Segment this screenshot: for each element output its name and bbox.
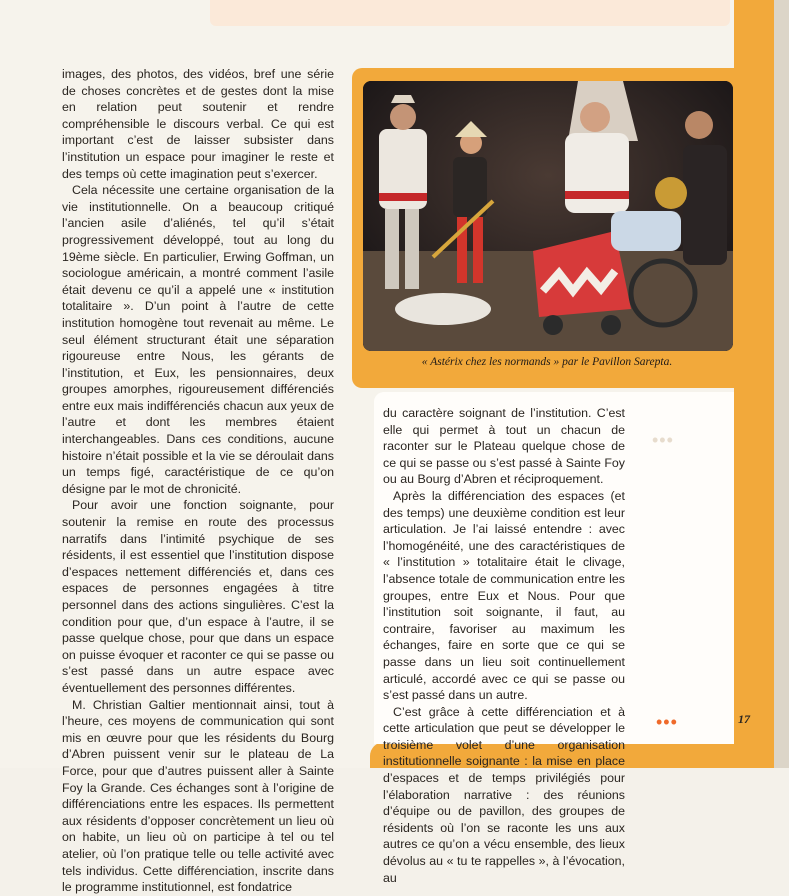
left-column-text — [62, 66, 334, 896]
orange-side-bar — [734, 0, 774, 768]
paragraph: du caractère soignant de l’institution. C’est elle qui permet à tout un chacun de raconter sur le Plateau quelque chose de ce qui se passe ou s’est passé à Sainte Foy ou au Bourg d’Abren et réciproquement. — [383, 406, 625, 487]
paragraph: Pour avoir une fonction soignante, pour soutenir la remise en route des processus narratifs dans l’intimité psychique de ses résidents, il est essentiel que l’institution dispose d’espaces nettement différenciés et, dans ces espaces de personnes engagées à titre personnel dans des actions singulières. C’est la condition pour que, d’un espace à l’autre, il se passe quelque chose, pour que dans un espace on puisse évoquer et raconter ce qui se passe ou s’est passé dans un autre espace avec éventuellement des personnes différentes. — [62, 498, 334, 695]
page-number: 17 — [738, 712, 750, 726]
photo-caption: « Astérix chez les normands » par le Pavillon Sarepta. — [421, 356, 673, 368]
paragraph: Cela nécessite une certaine organisation de la vie institutionnelle. On a beaucoup critiqué l’ancien asile d’aliénés, tel qu’il s’était progressivement développé, tout au long du 19ème siècle. En particulier, Erwing Goffman, un sociologue américain, a montré comment l’asile était devenu ce qu’il a appelé une « institution totalitaire ». D’un point à l’autre de cette institution homogène tout revenait au même. Le seul élément structurant était une séparation rigoureuse entre Nous, les gérants de l’institution, et Eux, les pensionnaires, deux groupes amorphes, rigoureusement différenciés entre eux mais indifférenciés chacun aux yeux de l’autre et dont les membres étaient interchangeables. Dans ces conditions, aucune histoire n’était possible et la vie se déroulait dans un temps figé, caractéristique de ce qu’on désigne par le mot de chronicité. — [62, 183, 334, 496]
right-column-text — [383, 405, 625, 886]
paragraph: Après la différenciation des espaces (et des temps) une deuxième condition est leur articulation. Je l’ai laissé entendre : avec l’homogénéité, une des caractéristiques de « l’institution » totalitaire était le clivage, l’absence totale de communication entre les groupes, entre Eux et Nous. Pour que l’institution soit soignante, il faut, au contraire, favoriser au maximum les échanges, faire en sorte que ce qui se passe dans un lieu soit continuellement articulé, accordé avec ce qui se passe ou s’est passé dans un autre. — [383, 488, 625, 703]
page-dots-icon: ••• — [656, 712, 678, 732]
page-edge — [774, 0, 789, 768]
theater-photo — [363, 81, 733, 351]
paragraph: images, des photos, des vidéos, bref une série de choses concrètes et de gestes dont la mise en relation peut soutenir et rendre compréhensible le discours verbal. Ce qui est important c’est de laisser subsister dans l’institution un espace pour imaginer le reste et des temps où cette imagination peut s’exercer. — [62, 67, 334, 181]
paragraph: M. Christian Galtier mentionnait ainsi, tout à l’heure, ces moyens de communication qui sont mis en œuvre pour que les résidents du Bourg d’Abren puissent venir sur le plateau de La Force, pour que d’autres puissent aller à Sainte Foy la Grande. Ces échanges sont à l’origine de différenciations entre les espaces. Ils permettent aux résidents d’opposer concrètement un lieu où on habite, un lieu où on participe à tel ou tel atelier, où l’on pratique telle ou telle activité avec tels individus. Cette différenciation, inscrite dans le programme institutionnel, est fondatrice — [62, 697, 334, 895]
top-panel — [210, 0, 730, 26]
paragraph: C’est grâce à cette différenciation et à cette articulation que peut se développer le troisième volet d’une organisation institutionnelle soignante : la mise en place d’espaces et de temps privilégiés pour l’élaboration narrative : des réunions d’équipe ou de pavillon, des groupes de résidents où l’on se raconte les uns aux autres ce qu’on a vécu ensemble, des lieux dévolus au « tu te rappelles », à l’évocation, au — [383, 704, 625, 885]
theater-scene-illustration — [363, 81, 733, 351]
decorative-dots-icon: ••• — [652, 430, 674, 450]
